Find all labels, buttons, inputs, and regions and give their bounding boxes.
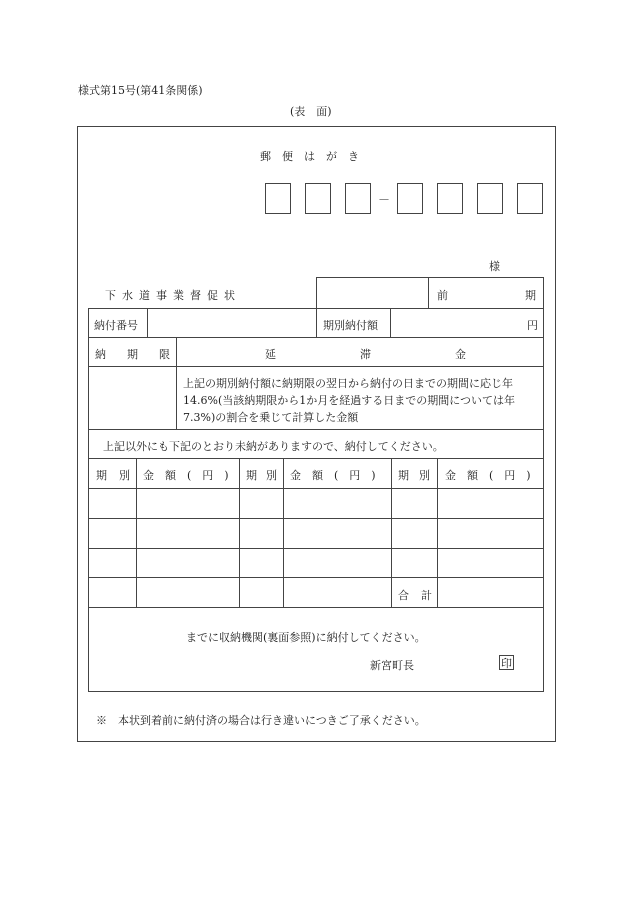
zip-box	[305, 183, 331, 214]
zip-box	[265, 183, 291, 214]
period-prefix: 前	[437, 289, 448, 302]
notice-title: 下水道事業督促状	[105, 289, 241, 302]
rule	[428, 277, 429, 308]
due-date-label	[95, 346, 191, 362]
side-label: (表 面)	[290, 105, 332, 118]
col-period-header: 期別	[398, 469, 440, 482]
unpaid-message: 上記以外にも下記のとおり未納がありますので、納付してください。	[103, 440, 444, 453]
installment-amount-label: 期別納付額	[323, 319, 378, 332]
rule	[88, 607, 544, 608]
issuer: 新宮町長	[370, 659, 414, 672]
postcard-title: 郵便はがき	[260, 150, 370, 163]
rule	[88, 429, 544, 430]
zip-dash: －	[378, 193, 391, 207]
zip-box	[477, 183, 503, 214]
zip-box	[437, 183, 463, 214]
rule	[88, 366, 544, 367]
late-fee-note: 上記の期別納付額に納期限の翌日から納付の日までの期間に応じ年14.6%(当該納期限から1か月を経過する日までの期間については年7.3%)の割合を乗じて計算した金額	[183, 377, 516, 424]
col-amount-header: 金額(円)	[290, 469, 387, 482]
rule	[88, 691, 544, 692]
rule	[88, 337, 544, 338]
zip-box	[397, 183, 423, 214]
pay-instruction: までに収納機関(裏面参照)に納付してください。	[186, 631, 426, 644]
table-row	[88, 518, 544, 519]
zip-box	[517, 183, 543, 214]
table-row	[88, 577, 544, 578]
period-suffix: 期	[525, 289, 536, 302]
rule	[543, 277, 544, 691]
col-period-header: 期別	[96, 469, 142, 482]
col-amount-header: 金額(円)	[143, 469, 240, 482]
rule	[88, 458, 544, 459]
rule	[147, 308, 148, 337]
postcard-frame	[77, 126, 556, 742]
rule	[316, 277, 544, 278]
col-amount-header: 金額(円)	[445, 469, 542, 482]
rule	[316, 277, 317, 308]
addressee-suffix: 様	[489, 260, 500, 273]
rule	[390, 308, 391, 337]
seal-mark: 印	[501, 657, 512, 670]
payment-number-label: 納付番号	[94, 319, 138, 332]
footer-note: ※ 本状到着前に納付済の場合は行き違いにつきご了承ください。	[96, 714, 426, 727]
form-number: 様式第15号(第41条関係)	[78, 84, 203, 97]
rule	[391, 458, 392, 607]
total-label: 合計	[398, 589, 444, 602]
col-period-header: 期別	[246, 469, 286, 482]
yen-unit: 円	[527, 319, 538, 332]
due-date-label-text: 納期限	[95, 348, 191, 361]
table-row	[88, 488, 544, 489]
table-row	[88, 548, 544, 549]
zip-box	[345, 183, 371, 214]
rule	[316, 308, 317, 337]
late-fee-label: 延滞金	[265, 348, 550, 361]
